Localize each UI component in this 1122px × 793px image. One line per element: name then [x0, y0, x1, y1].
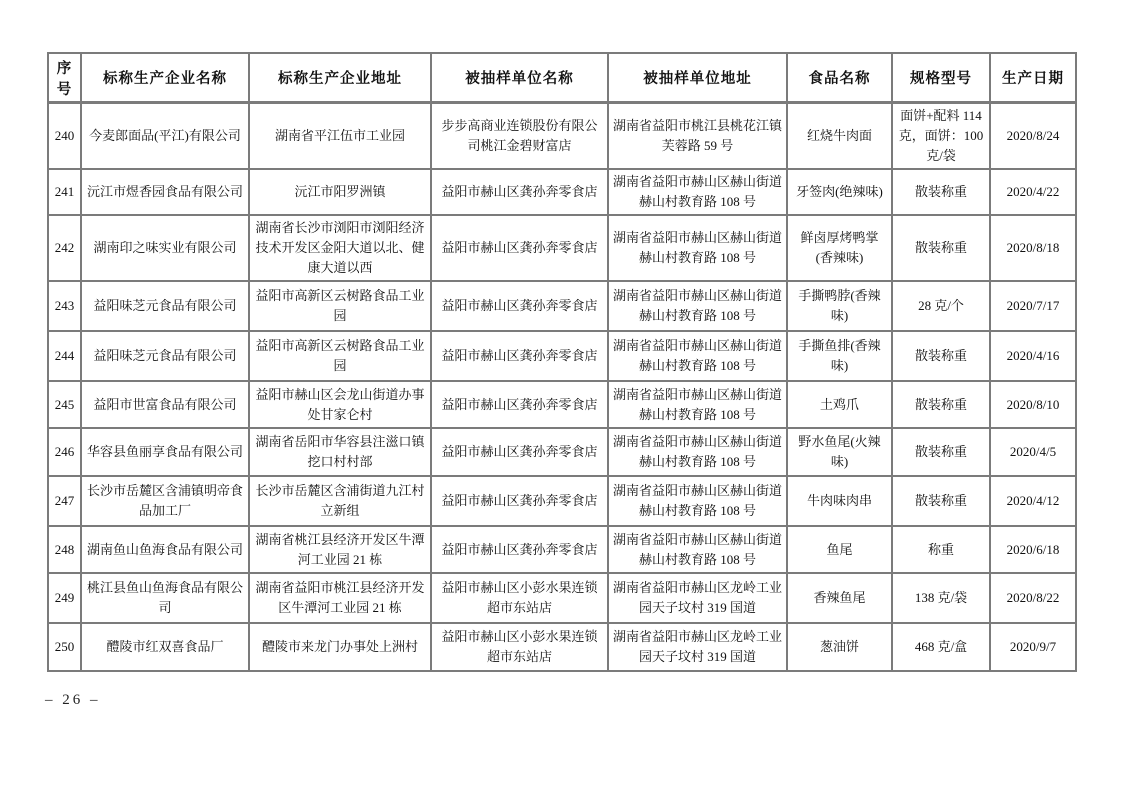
- table-cell: 湖南省益阳市赫山区赫山街道赫山村教育路 108 号: [608, 169, 787, 215]
- table-cell: 2020/8/22: [990, 573, 1076, 623]
- table-cell: 湖南省益阳市桃江县桃花江镇芙蓉路 59 号: [608, 103, 787, 170]
- table-cell: 野水鱼尾(火辣味): [787, 428, 892, 476]
- table-row: [48, 215, 1076, 281]
- table-cell: 湖南省益阳市赫山区赫山街道赫山村教育路 108 号: [608, 331, 787, 381]
- table-cell: 鲜卤厚烤鸭掌(香辣味): [787, 215, 892, 281]
- table-cell: 2020/7/17: [990, 281, 1076, 331]
- table-cell: 2020/8/10: [990, 381, 1076, 428]
- table-cell: 益阳市赫山区会龙山街道办事处甘家仑村: [249, 381, 431, 428]
- table-cell: 散装称重: [892, 381, 990, 428]
- table-cell: 2020/4/12: [990, 476, 1076, 526]
- table-cell: 益阳味芝元食品有限公司: [81, 331, 249, 381]
- table-cell: 2020/8/18: [990, 215, 1076, 281]
- table-cell: 28 克/个: [892, 281, 990, 331]
- header-row: [48, 53, 1076, 103]
- column-header: 被抽样单位名称: [431, 53, 608, 103]
- table-cell: 湖南省益阳市赫山区龙岭工业园天子坟村 319 国道: [608, 573, 787, 623]
- table-cell: 葱油饼: [787, 623, 892, 671]
- table-cell: 湖南省益阳市赫山区赫山街道赫山村教育路 108 号: [608, 428, 787, 476]
- column-header: 标称生产企业名称: [81, 53, 249, 103]
- table-cell: 241: [48, 169, 81, 215]
- table-cell: 湖南省长沙市浏阳市浏阳经济技术开发区金阳大道以北、健康大道以西: [249, 215, 431, 281]
- table-cell: 248: [48, 526, 81, 573]
- table-cell: 手撕鸭脖(香辣味): [787, 281, 892, 331]
- table-cell: 益阳市赫山区龚孙奔零食店: [431, 169, 608, 215]
- table-cell: 土鸡爪: [787, 381, 892, 428]
- table-cell: 桃江县鱼山鱼海食品有限公司: [81, 573, 249, 623]
- table-cell: 长沙市岳麓区含浦镇明帝食品加工厂: [81, 476, 249, 526]
- column-header: 食品名称: [787, 53, 892, 103]
- table-cell: 246: [48, 428, 81, 476]
- table-cell: 益阳市赫山区龚孙奔零食店: [431, 331, 608, 381]
- table-cell: 红烧牛肉面: [787, 103, 892, 170]
- table-cell: 2020/6/18: [990, 526, 1076, 573]
- table-row: [48, 331, 1076, 381]
- table-cell: 益阳市赫山区小彭水果连锁超市东站店: [431, 623, 608, 671]
- table-cell: 湖南鱼山鱼海食品有限公司: [81, 526, 249, 573]
- table-cell: 散装称重: [892, 331, 990, 381]
- table-cell: 益阳市赫山区龚孙奔零食店: [431, 215, 608, 281]
- table-cell: 长沙市岳麓区含浦街道九江村立新组: [249, 476, 431, 526]
- table-cell: 138 克/袋: [892, 573, 990, 623]
- table-row: [48, 381, 1076, 428]
- table-row: [48, 169, 1076, 215]
- table-cell: 沅江市阳罗洲镇: [249, 169, 431, 215]
- table-row: [48, 281, 1076, 331]
- table-cell: 湖南省平江伍市工业园: [249, 103, 431, 170]
- table-cell: 240: [48, 103, 81, 170]
- table-cell: 湖南省益阳市赫山区赫山街道赫山村教育路 108 号: [608, 381, 787, 428]
- table-cell: 益阳市赫山区小彭水果连锁超市东站店: [431, 573, 608, 623]
- table-cell: 称重: [892, 526, 990, 573]
- table-cell: 益阳市高新区云树路食品工业园: [249, 281, 431, 331]
- table-cell: 益阳市世富食品有限公司: [81, 381, 249, 428]
- table-cell: 249: [48, 573, 81, 623]
- table-cell: 湖南省益阳市赫山区赫山街道赫山村教育路 108 号: [608, 526, 787, 573]
- table-cell: 湖南印之味实业有限公司: [81, 215, 249, 281]
- table-cell: 2020/4/16: [990, 331, 1076, 381]
- table-cell: 益阳市赫山区龚孙奔零食店: [431, 381, 608, 428]
- table-cell: 散装称重: [892, 169, 990, 215]
- table-row: [48, 428, 1076, 476]
- page-number: – 26 –: [45, 692, 101, 708]
- table-cell: 湖南省桃江县经济开发区牛潭河工业园 21 栋: [249, 526, 431, 573]
- table-cell: 242: [48, 215, 81, 281]
- table-cell: 250: [48, 623, 81, 671]
- table-cell: 华容县鱼丽享食品有限公司: [81, 428, 249, 476]
- food-sampling-table: [47, 52, 1077, 672]
- table-cell: 2020/4/22: [990, 169, 1076, 215]
- table-cell: 2020/4/5: [990, 428, 1076, 476]
- column-header: 被抽样单位地址: [608, 53, 787, 103]
- table-cell: 益阳味芝元食品有限公司: [81, 281, 249, 331]
- table-cell: 245: [48, 381, 81, 428]
- column-header: 生产日期: [990, 53, 1076, 103]
- table-cell: 益阳市高新区云树路食品工业园: [249, 331, 431, 381]
- table-cell: 香辣鱼尾: [787, 573, 892, 623]
- table-cell: 面饼+配料 114 克，面饼：100 克/袋: [892, 103, 990, 170]
- table-row: [48, 103, 1076, 170]
- table-cell: 步步高商业连锁股份有限公司桃江金碧财富店: [431, 103, 608, 170]
- table-cell: 244: [48, 331, 81, 381]
- table-row: [48, 476, 1076, 526]
- table-cell: 醴陵市来龙门办事处上洲村: [249, 623, 431, 671]
- table-cell: 手撕鱼排(香辣味): [787, 331, 892, 381]
- table-row: [48, 573, 1076, 623]
- table-cell: 牙签肉(绝辣味): [787, 169, 892, 215]
- table-cell: 益阳市赫山区龚孙奔零食店: [431, 526, 608, 573]
- table-cell: 2020/8/24: [990, 103, 1076, 170]
- table-cell: 今麦郎面品(平江)有限公司: [81, 103, 249, 170]
- table-cell: 益阳市赫山区龚孙奔零食店: [431, 476, 608, 526]
- table-cell: 散装称重: [892, 428, 990, 476]
- table-cell: 243: [48, 281, 81, 331]
- column-header: 规格型号: [892, 53, 990, 103]
- table-cell: 2020/9/7: [990, 623, 1076, 671]
- column-header: 标称生产企业地址: [249, 53, 431, 103]
- table-cell: 湖南省益阳市赫山区赫山街道赫山村教育路 108 号: [608, 476, 787, 526]
- table-cell: 益阳市赫山区龚孙奔零食店: [431, 428, 608, 476]
- table-cell: 湖南省岳阳市华容县注滋口镇挖口村村部: [249, 428, 431, 476]
- table-cell: 益阳市赫山区龚孙奔零食店: [431, 281, 608, 331]
- table-cell: 湖南省益阳市赫山区赫山街道赫山村教育路 108 号: [608, 281, 787, 331]
- table-cell: 湖南省益阳市桃江县经济开发区牛潭河工业园 21 栋: [249, 573, 431, 623]
- table-cell: 247: [48, 476, 81, 526]
- table-cell: 湖南省益阳市赫山区龙岭工业园天子坟村 319 国道: [608, 623, 787, 671]
- table-cell: 散装称重: [892, 215, 990, 281]
- table-body: [48, 103, 1076, 672]
- table-cell: 牛肉味肉串: [787, 476, 892, 526]
- column-header: 序号: [48, 53, 81, 103]
- table-cell: 鱼尾: [787, 526, 892, 573]
- table-row: [48, 623, 1076, 671]
- table-cell: 醴陵市红双喜食品厂: [81, 623, 249, 671]
- table-cell: 散装称重: [892, 476, 990, 526]
- table-cell: 沅江市煜香园食品有限公司: [81, 169, 249, 215]
- table-cell: 468 克/盒: [892, 623, 990, 671]
- table-cell: 湖南省益阳市赫山区赫山街道赫山村教育路 108 号: [608, 215, 787, 281]
- table-row: [48, 526, 1076, 573]
- table-header: [48, 53, 1076, 103]
